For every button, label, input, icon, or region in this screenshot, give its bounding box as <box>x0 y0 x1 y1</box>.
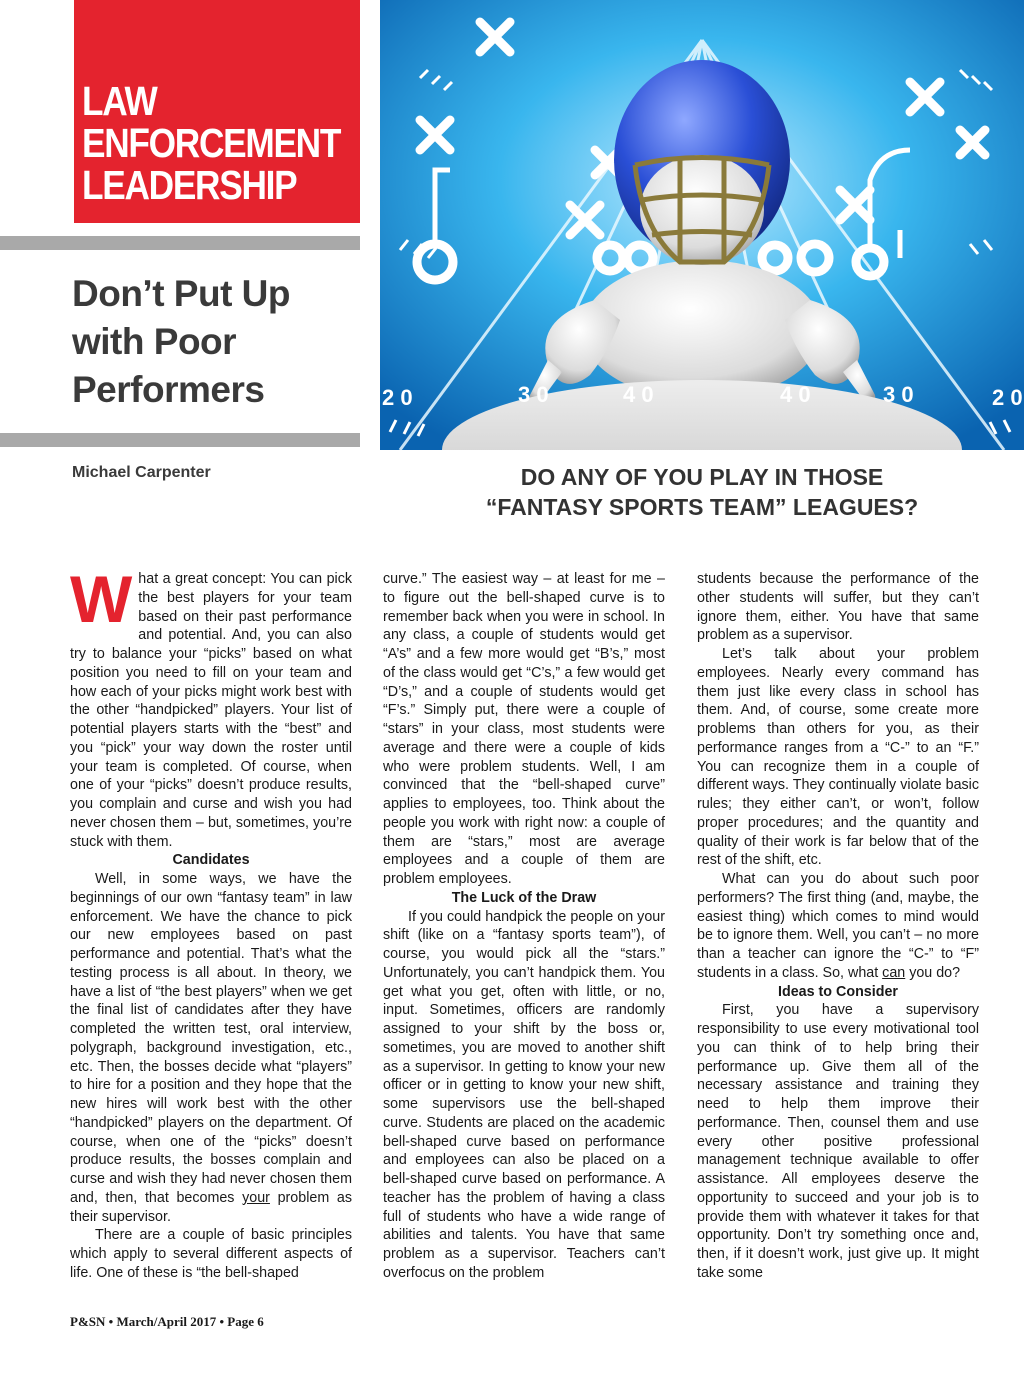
section-heading: Candidates <box>172 852 250 869</box>
drop-cap: W <box>70 562 133 636</box>
article-column-3 <box>697 570 979 1283</box>
article-subhead <box>380 462 1024 522</box>
football-field-svg <box>380 0 1024 450</box>
paragraph: curve.” The easiest way – at least for me – to figure out the bell-shaped curve is to remember back when you were in school. In any class, a couple of students would get “A’s” and a few more would get “B’s,” most of the class would get “C’s,” a few would get “D’s,” and a couple of students would get “F’s.” Simply put, there were a couple of “stars” in your class, most students were average and there were a couple of kids who were problem students. Well, I am convinced that the “bell-shaped curve” applies to employees, too. Think about the people you work with right now: a couple of them are “stars,” most are average employees and a couple of them are problem employees. <box>383 571 665 887</box>
paragraph: If you could handpick the people on your shift (like on a “fantasy sports team”), of course, you would pick all the “stars.” Unfortunately, you can’t handpick them. You get what you get, often with little, or no, input. Sometimes, officers are randomly assigned to your shift by the boss or, sometimes, you are moved to another shift as a supervisor. In getting to know your new officer or in getting to know your new shift, some supervisors use the bell-shaped curve. Students are placed on the academic bell-shaped curve based on performance and employees can also be placed on a bell-shaped curve based on performance. A teacher has the problem of having a class full of students who have a wide range of abilities and talents. You have that same problem as a supervisor. Teachers can’t overfocus on the problem <box>383 908 665 1281</box>
yard-number: 2 0 <box>992 385 1023 410</box>
yard-number: 3 0 <box>883 382 914 407</box>
author-byline: Michael Carpenter <box>72 464 211 481</box>
paragraph-text: hat a great concept: You can pick the best players for your team based on their past performance and potential. And, you can also try to balance your “picks” based on what position you need to fill on your team and how each of your picks might work best with the other “handpicked” players. Your list of potential players starts with the “best” and you “pick” your way down the roster until your team is completed. Of course, when one of your “picks” doesn’t produce results, you complain and curse and wish you had never chosen them – but, sometimes, you’re stuck with them. <box>70 571 352 850</box>
paragraph-text: problem as their supervisor. <box>70 1189 353 1225</box>
subhead-line-2: “FANTASY SPORTS TEAM” LEAGUES? <box>485 494 919 520</box>
headline-line-3: Performers <box>72 369 265 410</box>
section-banner <box>74 0 360 223</box>
figure-face <box>640 155 764 265</box>
paragraph: Let’s talk about your problem employees. Nearly every command has them just like every class in school has them. And, of course, some create more problems than others for you, as their performance ranges from a “C-” to an “F.” You can recognize them in a couple of different ways. They continually violate basic rules; they either can’t, or won’t, follow proper procedures; and the quantity and quality of their work is far below that of the rest of the shift, etc. <box>697 646 979 869</box>
banner-line-3: LEADERSHIP <box>82 162 297 208</box>
paragraph-text: Well, in some ways, we have the beginnings of our own “fantasy team” in law enforcement. We have the chance to pick our new employees based on past performance and potential. That’s what the testing process is all about. In theory, we have a list of “the best players” when we get the final list of candidates after they have completed the written test, oral interview, polygraph, background investigation, etc., etc. Then, the bosses decide what “players” to hire for a position and they hope that the new hires will work best with the other “handpicked” players on the department. Of course, when one of the “picks” doesn’t produce results, the bosses complain and curse and wish they had never chosen them and, then, that becomes <box>70 871 352 1206</box>
figure-torso <box>582 260 822 400</box>
paragraph-text: What can you do about such poor performers? The first thing (and, maybe, the easiest thing) which comes to mind would be to ignore them. Well, you can’t – no more than a teacher can ignore the “C-” to “F” students in a class. So, what <box>697 871 979 981</box>
bottom-divider <box>0 433 360 447</box>
underlined-word: can <box>882 964 906 981</box>
paragraph <box>697 870 979 983</box>
top-divider <box>0 236 360 250</box>
section-heading: The Luck of the Draw <box>451 889 597 906</box>
banner-line-1: LAW <box>82 78 157 124</box>
headline-line-2: with Poor <box>72 321 237 362</box>
yard-number: 3 0 <box>518 382 549 407</box>
paragraph-text: you do? <box>905 964 961 981</box>
paragraph: First, you have a supervisory responsibility to use every motivational tool you can think of to help bring their performance up. Give them all of the necessary assistance and training they need to help them improve their performance. Then, counsel them and use every other positive professional management technique available to offer assistance. All employees deserve the opportunity to succeed and your job is to provide them with whatever it takes for that opportunity. Don’t try something once and, then, if it doesn’t work, just give up. It might take some <box>697 1002 979 1281</box>
yard-number: 4 0 <box>780 382 811 407</box>
paragraph <box>70 870 352 1226</box>
subhead-line-1: DO ANY OF YOU PLAY IN THOSE <box>520 464 884 490</box>
banner-line-2: ENFORCEMENT <box>82 120 341 166</box>
yard-number: 4 0 <box>623 382 654 407</box>
yard-number: 2 0 <box>382 385 413 410</box>
article-headline <box>72 270 362 414</box>
page-footer: P&SN • March/April 2017 • Page 6 <box>70 1314 264 1329</box>
article-column-1 <box>70 562 353 1283</box>
paragraph <box>70 562 352 851</box>
paragraph: There are a couple of basic principles which apply to several different aspects of life. One of these is “the bell-shaped <box>70 1227 352 1281</box>
underlined-word: your <box>242 1189 270 1206</box>
paragraph: students because the performance of the other students will suffer, but they can’t ignore them, either. You have that same problem as a supervisor. <box>697 571 979 644</box>
headline-line-1: Don’t Put Up <box>72 273 291 314</box>
football-illustration <box>380 0 1024 450</box>
section-heading: Ideas to Consider <box>778 983 898 1000</box>
article-column-2 <box>383 570 665 1283</box>
